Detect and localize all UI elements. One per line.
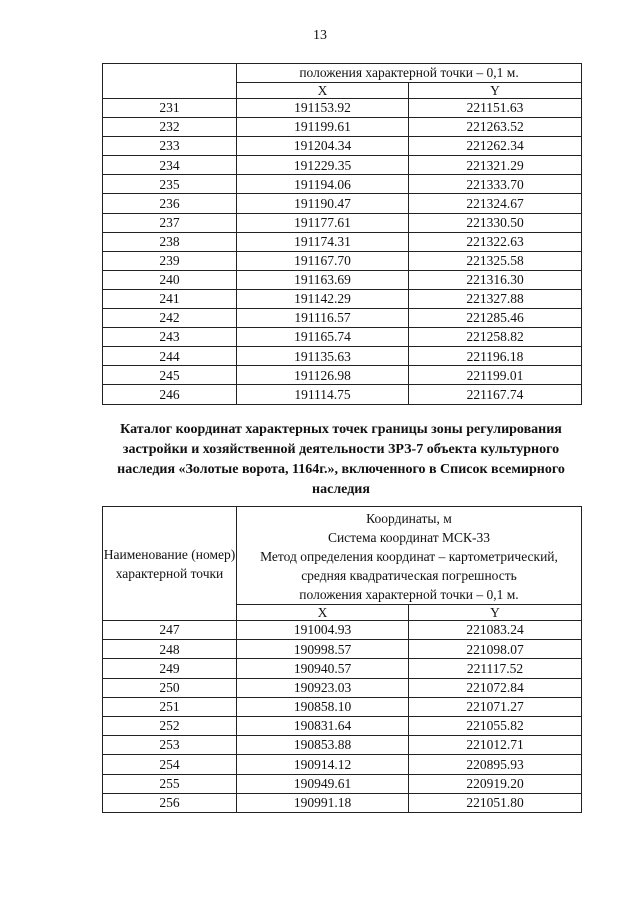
y-value-cell: 221051.80 [409,793,582,812]
table-row [103,99,582,118]
x-value-cell: 191177.61 [237,213,409,232]
x-value-cell: 191229.35 [237,156,409,175]
table-row [103,156,582,175]
coordinates-table-continued [102,63,582,405]
y-value-cell: 221258.82 [409,328,582,347]
point-id-cell: 247 [103,621,237,640]
table-row [103,366,582,385]
y-value-cell: 221151.63 [409,99,582,118]
point-name-header-cell [103,64,237,99]
y-column-header: Y [409,605,582,621]
point-id-cell: 242 [103,309,237,328]
table-row [103,232,582,251]
y-value-cell: 221285.46 [409,309,582,328]
y-value-cell: 221324.67 [409,194,582,213]
y-value-cell: 221262.34 [409,137,582,156]
point-id-cell: 248 [103,640,237,659]
y-column-header: Y [409,83,582,99]
y-value-cell: 221322.63 [409,232,582,251]
x-value-cell: 190991.18 [237,793,409,812]
table-header-row [103,507,582,605]
table-row [103,755,582,774]
table-row [103,678,582,697]
accuracy-header-cell: положения характерной точки – 0,1 м. [237,64,582,83]
x-value-cell: 190923.03 [237,678,409,697]
y-value-cell: 221321.29 [409,156,582,175]
table-row [103,659,582,678]
table-row [103,621,582,640]
x-value-cell: 191004.93 [237,621,409,640]
table2-body [103,507,582,813]
x-value-cell: 191174.31 [237,232,409,251]
point-id-cell: 253 [103,736,237,755]
y-value-cell: 221325.58 [409,251,582,270]
y-value-cell: 220895.93 [409,755,582,774]
point-id-cell: 254 [103,755,237,774]
y-value-cell: 221333.70 [409,175,582,194]
x-value-cell: 190949.61 [237,774,409,793]
y-value-cell: 221330.50 [409,213,582,232]
point-id-cell: 238 [103,232,237,251]
point-name-header-cell: Наименование (номер) характерной точки [103,507,237,621]
table-row [103,347,582,366]
coordinates-unit-line: Координаты, м [366,511,452,526]
table-header-row [103,64,582,83]
y-value-cell: 221196.18 [409,347,582,366]
coordinates-header-cell [237,507,582,605]
coordinates-table [102,506,582,813]
point-id-cell: 231 [103,99,237,118]
y-value-cell: 221327.88 [409,289,582,308]
point-id-cell: 235 [103,175,237,194]
point-id-cell: 252 [103,716,237,735]
table-row [103,118,582,137]
point-id-cell: 245 [103,366,237,385]
y-value-cell: 221098.07 [409,640,582,659]
x-column-header: X [237,83,409,99]
catalog-title: Каталог координат характерных точек границы зоны регулирования застройки и хозяйственной деятельности ЗРЗ-7 объекта культурного наследия «Золотые ворота, 1164г.», включенного в Список всемирного наследия [117,422,565,497]
table-row [103,774,582,793]
accuracy-line: положения характерной точки – 0,1 м. [299,587,519,602]
point-id-cell: 236 [103,194,237,213]
point-id-cell: 255 [103,774,237,793]
point-id-cell: 249 [103,659,237,678]
table-row [103,697,582,716]
y-value-cell: 221072.84 [409,678,582,697]
table-row [103,736,582,755]
x-value-cell: 191167.70 [237,251,409,270]
y-value-cell: 221316.30 [409,270,582,289]
y-value-cell: 221083.24 [409,621,582,640]
point-id-cell: 240 [103,270,237,289]
table-row [103,251,582,270]
table-row [103,328,582,347]
x-value-cell: 191204.34 [237,137,409,156]
y-value-cell: 221071.27 [409,697,582,716]
point-id-cell: 237 [103,213,237,232]
y-value-cell: 221199.01 [409,366,582,385]
table-row [103,213,582,232]
x-value-cell: 191142.29 [237,289,409,308]
table-row [103,309,582,328]
y-value-cell: 221117.52 [409,659,582,678]
x-value-cell: 191126.98 [237,366,409,385]
x-column-header: X [237,605,409,621]
x-value-cell: 191163.69 [237,270,409,289]
x-value-cell: 191116.57 [237,309,409,328]
table-row [103,194,582,213]
table-row [103,385,582,404]
table-row [103,175,582,194]
point-id-cell: 233 [103,137,237,156]
x-value-cell: 191135.63 [237,347,409,366]
table-row [103,137,582,156]
point-id-cell: 250 [103,678,237,697]
table1-body [103,64,582,405]
y-value-cell: 221167.74 [409,385,582,404]
x-value-cell: 191199.61 [237,118,409,137]
table-row [103,289,582,308]
page-number: 13 [313,28,327,43]
x-value-cell: 191194.06 [237,175,409,194]
table-row [103,716,582,735]
x-value-cell: 191114.75 [237,385,409,404]
table-row [103,270,582,289]
point-id-cell: 244 [103,347,237,366]
coordinate-system-line: Система координат МСК-33 [327,530,491,545]
x-value-cell: 190998.57 [237,640,409,659]
x-value-cell: 190940.57 [237,659,409,678]
x-value-cell: 190914.12 [237,755,409,774]
point-id-cell: 256 [103,793,237,812]
x-value-cell: 190831.64 [237,716,409,735]
point-id-cell: 241 [103,289,237,308]
point-id-cell: 232 [103,118,237,137]
table-row [103,640,582,659]
x-value-cell: 191190.47 [237,194,409,213]
x-value-cell: 190858.10 [237,697,409,716]
point-id-cell: 251 [103,697,237,716]
y-value-cell: 220919.20 [409,774,582,793]
x-value-cell: 190853.88 [237,736,409,755]
point-id-cell: 239 [103,251,237,270]
point-id-cell: 243 [103,328,237,347]
y-value-cell: 221055.82 [409,716,582,735]
x-value-cell: 191153.92 [237,99,409,118]
y-value-cell: 221263.52 [409,118,582,137]
point-id-cell: 246 [103,385,237,404]
error-line: средняя квадратическая погрешность [301,568,517,583]
method-line: Метод определения координат – картометрический, [260,549,558,564]
y-value-cell: 221012.71 [409,736,582,755]
x-value-cell: 191165.74 [237,328,409,347]
point-id-cell: 234 [103,156,237,175]
table-row [103,793,582,812]
